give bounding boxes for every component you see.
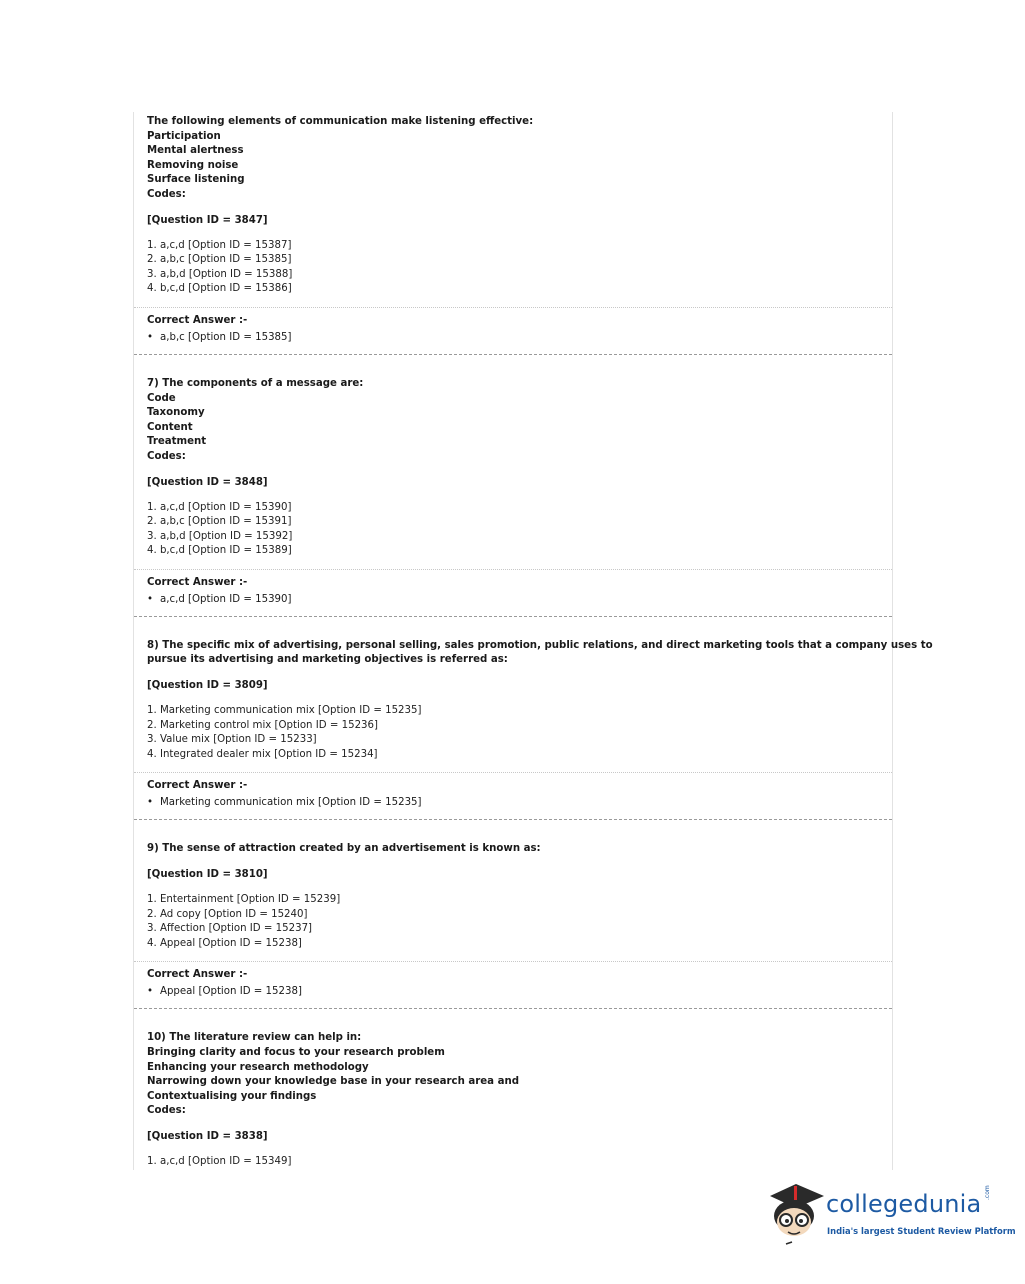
statement-b: Mental alertness xyxy=(147,145,244,157)
question-id: [Question ID = 3847] xyxy=(147,214,268,226)
option: 2. a,b,c [Option ID = 15385] xyxy=(147,254,292,266)
statement-b: Enhancing your research methodology xyxy=(147,1061,369,1073)
question-id: [Question ID = 3848] xyxy=(147,476,268,488)
statement-a: Bringing clarity and focus to your research problem xyxy=(147,1047,445,1058)
divider xyxy=(134,569,892,570)
logo-tagline: India's largest Student Review Platform xyxy=(827,1226,1016,1236)
question-block-9 xyxy=(134,820,892,951)
collegedunia-logo[interactable] xyxy=(766,1178,1016,1248)
codes-label: Codes: xyxy=(147,450,186,462)
correct-answer-label: Correct Answer :- xyxy=(147,576,248,588)
option: 1. a,c,d [Option ID = 15349] xyxy=(147,1155,292,1167)
logo-name: collegedunia xyxy=(826,1190,982,1218)
option: 1. a,c,d [Option ID = 15387] xyxy=(147,239,292,251)
statement-d: Surface listening xyxy=(147,174,245,186)
statement-d: Treatment xyxy=(147,436,207,448)
correct-answer-label: Correct Answer :- xyxy=(147,314,248,326)
option: 4. b,c,d [Option ID = 15389] xyxy=(147,545,292,557)
option: 4. Integrated dealer mix [Option ID = 15234] xyxy=(147,748,378,760)
divider xyxy=(134,307,892,308)
question-id: [Question ID = 3810] xyxy=(147,869,268,881)
bullet-icon: • xyxy=(147,593,154,605)
codes-label: Codes: xyxy=(147,188,186,200)
question-id: [Question ID = 3809] xyxy=(147,680,268,692)
question-block-8 xyxy=(134,617,933,763)
option: 1. a,c,d [Option ID = 15390] xyxy=(147,501,292,513)
option: 1. Marketing communication mix [Option ID = 15235] xyxy=(147,705,422,717)
option: 2. Marketing control mix [Option ID = 15236] xyxy=(147,719,378,731)
question-text: 9) The sense of attraction created by an advertisement is known as: xyxy=(147,843,541,855)
option: 2. Ad copy [Option ID = 15240] xyxy=(147,908,308,920)
question-block-6 xyxy=(134,112,892,297)
logo-domain: .com xyxy=(984,1185,991,1200)
option: 4. Appeal [Option ID = 15238] xyxy=(147,937,302,949)
bullet-icon: • xyxy=(147,331,154,343)
correct-answer: • a,c,d [Option ID = 15390] xyxy=(147,593,292,605)
question-text: 10) The literature review can help in: xyxy=(147,1032,362,1044)
correct-answer-label: Correct Answer :- xyxy=(147,780,248,792)
bullet-icon: • xyxy=(147,986,154,998)
statement-c: Removing noise xyxy=(147,159,239,171)
question-text: The following elements of communication make listening effective: xyxy=(147,116,534,127)
statement-a: Code xyxy=(147,392,176,404)
option: 1. Entertainment [Option ID = 15239] xyxy=(147,894,341,906)
statement-d: Contextualising your findings xyxy=(147,1090,317,1102)
option: 3. Value mix [Option ID = 15233] xyxy=(147,734,317,746)
correct-answer: • a,b,c [Option ID = 15385] xyxy=(147,331,292,343)
question-block-10 xyxy=(134,1009,892,1169)
statement-a: Participation xyxy=(147,130,221,142)
correct-answer: • Appeal [Option ID = 15238] xyxy=(147,986,302,998)
question-text: 7) The components of a message are: xyxy=(147,377,364,389)
bullet-icon: • xyxy=(147,797,154,809)
option: 2. a,b,c [Option ID = 15391] xyxy=(147,516,292,528)
statement-c: Narrowing down your knowledge base in your research area and xyxy=(147,1076,520,1088)
option: 3. a,b,d [Option ID = 15388] xyxy=(147,268,293,280)
statement-b: Taxonomy xyxy=(147,407,205,419)
option: 3. Affection [Option ID = 15237] xyxy=(147,923,313,935)
question-paper-page xyxy=(133,112,933,1170)
question-id: [Question ID = 3838] xyxy=(147,1130,268,1142)
divider xyxy=(134,961,892,962)
codes-label: Codes: xyxy=(147,1105,186,1117)
statement-c: Content xyxy=(147,421,193,433)
divider xyxy=(134,772,892,773)
correct-answer-label: Correct Answer :- xyxy=(147,969,248,981)
question-text-cont: pursue its advertising and marketing objectives is referred as: xyxy=(147,654,508,666)
mascot-icon xyxy=(766,1178,826,1248)
question-text: 8) The specific mix of advertising, personal selling, sales promotion, public relations, and direct marketing tools that a company uses to xyxy=(147,639,933,651)
correct-answer: • Marketing communication mix [Option ID = 15235] xyxy=(147,797,422,809)
option: 4. b,c,d [Option ID = 15386] xyxy=(147,283,292,295)
question-block-7 xyxy=(134,355,892,559)
option: 3. a,b,d [Option ID = 15392] xyxy=(147,530,293,542)
